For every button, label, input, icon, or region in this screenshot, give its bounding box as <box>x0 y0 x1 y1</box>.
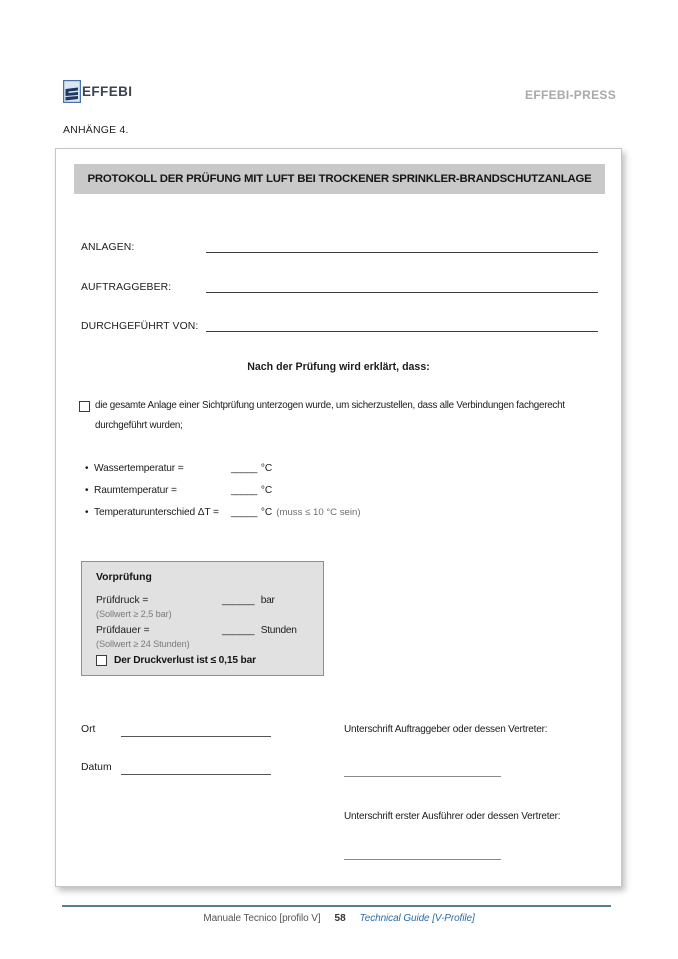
bullet-icon: • <box>85 463 89 474</box>
form-title-bar <box>74 164 605 194</box>
bullet-icon: • <box>85 507 89 518</box>
pretest-duration-unit: Stunden <box>260 625 297 636</box>
temp-row-water <box>85 463 272 474</box>
temp-blank-water: _____ <box>231 463 257 474</box>
pretest-pressure-unit: bar <box>260 595 275 606</box>
place-label: Ort <box>81 724 96 735</box>
footer-rule <box>62 905 611 907</box>
temp-unit-difference: °C <box>260 507 273 518</box>
date-line <box>121 774 271 775</box>
pretest-pressure-blank <box>222 595 275 606</box>
pretest-duration-blank-line: ______ <box>222 625 255 636</box>
field-line-durchgefuehrt-von <box>206 331 598 332</box>
protocol-form-card <box>55 148 622 887</box>
pretest-pressure-blank-line: ______ <box>222 595 255 606</box>
footer <box>0 913 678 924</box>
visual-check-item <box>79 400 565 412</box>
effebi-logo <box>63 80 132 103</box>
declaration-heading: Nach der Prüfung wird erklärt, dass: <box>247 361 430 373</box>
signature-client-line <box>344 776 501 777</box>
pretest-pressure-note: (Sollwert ≥ 2,5 bar) <box>96 609 172 619</box>
pretest-duration-blank <box>222 625 297 636</box>
temp-row-difference <box>85 507 361 518</box>
signature-installer-line <box>344 859 501 860</box>
field-label-anlagen: ANLAGEN: <box>81 242 135 253</box>
pretest-duration-label: Prüfdauer = <box>96 625 150 636</box>
footer-guide-title: Technical Guide [V-Profile] <box>359 913 475 924</box>
date-label: Datum <box>81 762 112 773</box>
pretest-title: Vorprüfung <box>96 572 152 583</box>
visual-check-text-line2: durchgeführt wurden; <box>95 420 183 431</box>
footer-manual-title: Manuale Tecnico [profilo V] <box>203 913 321 924</box>
field-line-anlagen <box>206 252 598 253</box>
annex-label: ANHÄNGE 4. <box>63 124 129 136</box>
form-title: PROTOKOLL DER PRÜFUNG MIT LUFT BEI TROCKENER SPRINKLER-BRANDSCHUTZANLAGE <box>87 173 592 185</box>
temp-unit-room: °C <box>260 485 273 496</box>
visual-check-text-line1: die gesamte Anlage einer Sichtprüfung unterzogen wurde, um sicherzustellen, dass alle Verbindungen fachgerecht <box>95 400 565 411</box>
temp-blank-difference: _____ <box>231 507 257 518</box>
place-line <box>121 736 271 737</box>
pressure-loss-label: Der Druckverlust ist ≤ 0,15 bar <box>114 655 256 666</box>
temp-blank-room: _____ <box>231 485 257 496</box>
footer-page-number: 58 <box>334 913 346 924</box>
pretest-box <box>81 561 324 676</box>
signature-installer-label: Unterschrift erster Ausführer oder dessen Vertreter: <box>344 811 561 822</box>
logo-wordmark: EFFEBI <box>82 84 133 99</box>
visual-check-checkbox <box>79 401 90 412</box>
pretest-duration-note: (Sollwert ≥ 24 Stunden) <box>96 639 190 649</box>
field-line-auftraggeber <box>206 292 598 293</box>
temp-note-difference: (muss ≤ 10 °C sein) <box>276 507 361 518</box>
bullet-icon: • <box>85 485 89 496</box>
effebi-logo-icon <box>63 80 81 103</box>
temp-label-water: Wassertemperatur = <box>94 463 184 474</box>
field-label-durchgefuehrt-von: DURCHGEFÜHRT VON: <box>81 321 199 332</box>
pressure-loss-check-item <box>96 655 256 666</box>
temp-row-room <box>85 485 272 496</box>
field-label-auftraggeber: AUFTRAGGEBER: <box>81 282 172 293</box>
pressure-loss-checkbox <box>96 655 107 666</box>
header-press-label: EFFEBI-PRESS <box>525 88 616 102</box>
temp-unit-water: °C <box>260 463 273 474</box>
signature-client-label: Unterschrift Auftraggeber oder dessen Vertreter: <box>344 724 548 735</box>
pretest-pressure-label: Prüfdruck = <box>96 595 149 606</box>
temp-label-room: Raumtemperatur = <box>94 485 177 496</box>
temp-label-difference: Temperaturunterschied ΔT = <box>94 507 219 518</box>
